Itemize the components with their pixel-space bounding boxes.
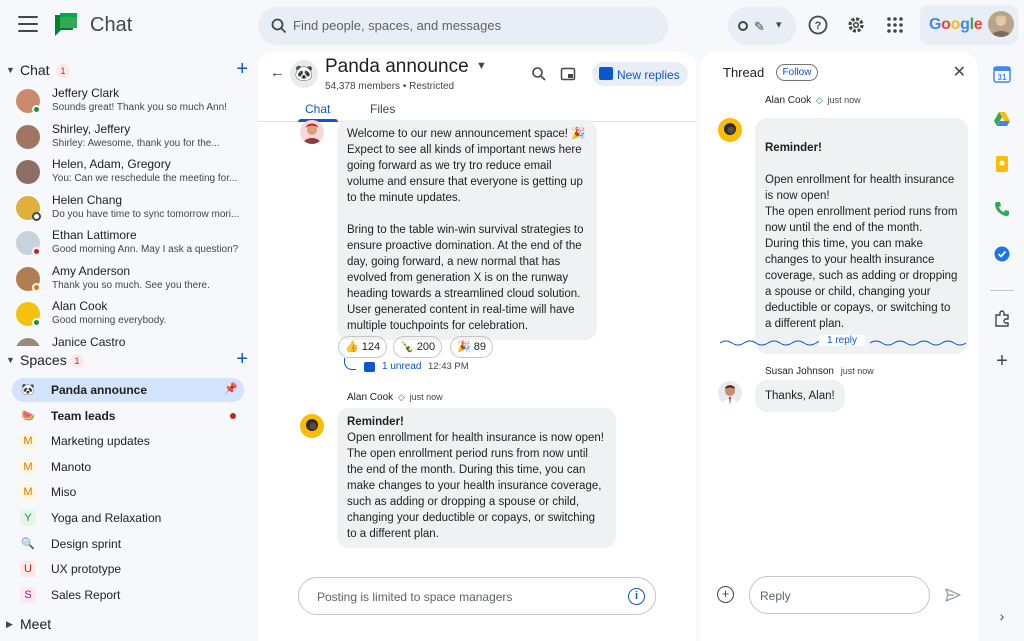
space-item[interactable] xyxy=(12,532,244,556)
panda-space-avatar: 🐼 xyxy=(290,60,318,88)
reaction-chip[interactable] xyxy=(338,336,387,358)
status-selector[interactable] xyxy=(728,7,796,45)
sender-name: Alan Cook xyxy=(347,392,394,403)
dm-name: Helen Chang xyxy=(52,192,123,207)
space-label: Manoto xyxy=(51,459,92,474)
meet-section-label: Meet xyxy=(20,616,52,632)
drive-icon[interactable] xyxy=(993,110,1011,128)
thread-icon xyxy=(599,67,613,80)
sidebar xyxy=(0,52,258,641)
reminder-body: Open enrollment for health insurance is now open! The open enrollment period runs from now until the end of the month. During this time, you can make changes to your health insurance coverage, such as adding or dropping a spouse or child, changing your deductible or copays, or switching to a different plan. xyxy=(347,432,604,540)
unread-dot xyxy=(230,413,236,419)
dm-name: Ethan Lattimore xyxy=(52,228,137,242)
message-time: just now xyxy=(409,392,443,402)
presence-indicator xyxy=(32,247,41,256)
reply-input[interactable] xyxy=(749,576,930,614)
dm-item[interactable] xyxy=(16,85,246,120)
pin-icon[interactable]: 📌 xyxy=(224,383,238,395)
status-dot-icon xyxy=(738,21,748,31)
thread-reply-sender xyxy=(765,366,874,377)
verified-icon: ◇ xyxy=(397,392,405,402)
caret-down-icon: ▼ xyxy=(6,355,15,365)
rail-divider xyxy=(990,290,1014,291)
susan-johnson-avatar xyxy=(718,381,742,405)
tab-chat[interactable]: Chat xyxy=(305,102,331,116)
new-chat-plus-icon[interactable]: + xyxy=(236,58,248,80)
dm-item[interactable] xyxy=(16,192,246,227)
message-time: just now xyxy=(827,95,861,105)
space-item[interactable] xyxy=(12,404,244,428)
message-time: just now xyxy=(840,366,874,376)
alan-cook-avatar xyxy=(300,414,324,438)
dm-name: Janice Castro xyxy=(52,334,126,346)
sender-name: Alan Cook xyxy=(765,95,812,106)
apps-grid-icon[interactable] xyxy=(884,14,906,36)
thread-original-sender xyxy=(765,95,861,106)
thread-original-heading: Reminder! xyxy=(765,142,822,154)
google-logo: Google xyxy=(929,16,983,33)
search-placeholder: Find people, spaces, and messages xyxy=(293,18,502,33)
space-label: Marketing updates xyxy=(51,434,150,449)
dm-preview: Thank you so much. See you there. xyxy=(52,279,210,291)
space-icon: 🐼 xyxy=(21,384,35,396)
thread-reply-text: Thanks, Alan! xyxy=(765,390,835,402)
chevron-right-icon[interactable]: › xyxy=(999,608,1005,624)
welcome-paragraph-2: Bring to the table win-win survival strategies to ensure proactive domination. At the end of the day, going forward, a new normal that has evolved from generation X is on the runway heading towards a streamlined cloud solution. User generated content in real-time will have multiple touchpoints for celebration. xyxy=(347,224,584,332)
presence-indicator xyxy=(32,283,41,292)
user-avatar xyxy=(988,11,1014,37)
dm-preview: You: Can we reschedule the meeting for... xyxy=(52,173,238,184)
space-icon: S xyxy=(20,587,36,603)
dm-avatar xyxy=(16,125,40,149)
new-replies-button[interactable] xyxy=(592,62,688,86)
space-item[interactable] xyxy=(12,583,244,607)
thread-reply-bubble xyxy=(755,380,845,412)
chat-section-label: Chat xyxy=(20,62,50,78)
welcome-paragraph-1: Welcome to our new announcement space! 🎉 Expect to see all kinds of important news here going forward as we try tro reduce email volume and ensure that everyone is getting up to the minute updates. xyxy=(347,128,586,204)
send-icon[interactable] xyxy=(944,586,962,604)
space-icon: M xyxy=(20,433,36,449)
reaction-count: 200 xyxy=(416,341,436,353)
chevron-down-icon[interactable]: ▼ xyxy=(476,60,487,72)
chat-section-header[interactable] xyxy=(6,60,248,82)
reminder-message-bubble xyxy=(337,408,616,548)
dm-name: Helen, Adam, Gregory xyxy=(52,157,171,171)
thread-summary[interactable] xyxy=(344,358,554,376)
caret-down-icon: ▼ xyxy=(6,65,15,75)
dm-item[interactable] xyxy=(16,156,246,191)
chat-logo-icon xyxy=(52,12,78,38)
dm-preview: Good morning everybody. xyxy=(52,315,167,326)
space-label: Sales Report xyxy=(51,587,121,602)
thread-unread-label: 1 unread xyxy=(382,361,422,372)
dm-item[interactable] xyxy=(16,121,246,156)
space-meta: 54,378 members • Restricted xyxy=(325,81,455,92)
status-emoji-icon: ✎ xyxy=(754,19,765,34)
verified-icon: ◇ xyxy=(815,95,823,105)
space-item[interactable] xyxy=(12,506,244,530)
thread-time: 12:43 PM xyxy=(428,361,469,372)
reply-count: 1 reply xyxy=(819,335,865,346)
add-plus-icon[interactable]: + xyxy=(996,350,1008,372)
back-arrow-icon[interactable]: ← xyxy=(270,64,285,81)
space-header xyxy=(258,52,696,122)
tasks-icon[interactable] xyxy=(993,245,1011,263)
dm-item[interactable] xyxy=(16,227,246,262)
dm-item[interactable] xyxy=(16,298,246,333)
space-label: Team leads xyxy=(51,408,116,423)
presence-indicator xyxy=(32,318,41,327)
tab-files[interactable]: Files xyxy=(370,102,396,116)
space-panel xyxy=(258,52,696,641)
new-replies-label: New replies xyxy=(617,68,680,82)
spaces-section-header[interactable] xyxy=(6,350,248,372)
help-icon[interactable] xyxy=(807,14,829,36)
add-attachment-icon[interactable]: + xyxy=(717,586,734,603)
reaction-count: 124 xyxy=(361,341,381,353)
picture-in-picture-icon[interactable] xyxy=(560,66,576,82)
search-bar[interactable] xyxy=(258,7,668,45)
follow-button[interactable]: Follow xyxy=(776,64,818,81)
keep-icon[interactable] xyxy=(993,155,1011,173)
dm-avatar xyxy=(16,160,40,184)
settings-gear-icon[interactable] xyxy=(845,14,867,36)
compose-box[interactable] xyxy=(298,577,656,615)
compose-placeholder: Posting is limited to space managers xyxy=(317,590,513,604)
thread-icon xyxy=(364,362,375,372)
add-ons-puzzle-icon[interactable] xyxy=(993,310,1011,328)
alan-cook-avatar xyxy=(718,118,742,142)
spaces-section-label: Spaces xyxy=(20,352,67,368)
space-item[interactable] xyxy=(12,557,244,581)
main-menu-icon[interactable] xyxy=(18,16,38,34)
search-icon xyxy=(270,17,288,35)
caret-right-icon: ▶ xyxy=(6,619,13,629)
app-title: Chat xyxy=(90,14,133,36)
space-icon: U xyxy=(20,561,36,577)
reaction-emoji: 🎉 xyxy=(457,341,471,353)
dm-avatar xyxy=(16,338,40,346)
voice-phone-icon[interactable] xyxy=(993,200,1011,218)
thread-title: Thread xyxy=(723,65,765,80)
space-icon: M xyxy=(20,484,36,500)
account-switcher[interactable] xyxy=(920,5,1018,45)
reaction-emoji: 👍 xyxy=(345,341,359,353)
reaction-chip[interactable] xyxy=(450,336,493,358)
dm-preview: Shirley: Awesome, thank you for the... xyxy=(52,137,220,149)
thread-connector xyxy=(344,358,356,370)
dm-preview: Do you have time to sync tomorrow mori... xyxy=(52,208,240,220)
dm-item[interactable] xyxy=(16,263,246,298)
chat-unread-badge: 1 xyxy=(56,64,70,78)
new-space-plus-icon[interactable]: + xyxy=(236,348,248,370)
space-label: Miso xyxy=(51,485,77,500)
reply-placeholder: Reply xyxy=(760,589,791,603)
space-icon: Y xyxy=(20,510,36,526)
chevron-down-icon: ▾ xyxy=(776,19,782,31)
dm-name: Shirley, Jeffery xyxy=(52,121,131,136)
space-item[interactable] xyxy=(12,480,244,504)
svg-text:31: 31 xyxy=(997,73,1007,82)
reminder-heading: Reminder! xyxy=(347,416,404,428)
dm-preview: Good morning Ann. May I ask a question? xyxy=(52,244,239,255)
space-label: Panda announce xyxy=(51,383,148,397)
sender-name: Susan Johnson xyxy=(765,366,834,377)
sender-avatar xyxy=(300,120,324,144)
calendar-icon[interactable] xyxy=(993,65,1011,83)
space-item[interactable] xyxy=(12,429,244,453)
dm-name: Jeffery Clark xyxy=(52,86,120,100)
space-icon: 🔍 xyxy=(21,537,35,550)
space-title[interactable]: Panda announce xyxy=(325,56,469,77)
dm-name: Amy Anderson xyxy=(52,263,131,278)
space-label: UX prototype xyxy=(51,562,122,577)
space-item[interactable] xyxy=(12,378,244,402)
presence-indicator xyxy=(32,105,41,114)
meet-section-header[interactable] xyxy=(6,614,248,636)
dm-name: Alan Cook xyxy=(52,299,108,313)
svg-text:?: ? xyxy=(814,20,822,32)
thread-panel xyxy=(700,52,978,641)
spaces-unread-badge: 1 xyxy=(70,354,84,368)
message-sender xyxy=(347,392,443,403)
reaction-count: 89 xyxy=(473,341,487,353)
info-icon[interactable]: i xyxy=(628,588,645,605)
thread-original-body: Open enrollment for health insurance is now open! The open enrollment period runs from now until the end of the month. During this time, you can make changes to your health insurance coverage, such as adding or dropping a spouse or child, changing your deductible or copays, or switching to a different plan. xyxy=(765,174,958,330)
space-item[interactable] xyxy=(12,455,244,479)
space-icon: M xyxy=(20,459,36,475)
presence-indicator xyxy=(32,212,41,221)
welcome-message-bubble xyxy=(337,120,597,340)
reaction-emoji: 🍾 xyxy=(400,341,414,353)
space-icon: 🍉 xyxy=(21,409,35,422)
space-label: Design sprint xyxy=(51,536,122,551)
close-icon[interactable]: ✕ xyxy=(952,64,966,81)
space-label: Yoga and Relaxation xyxy=(51,511,162,525)
reaction-chip[interactable] xyxy=(393,336,442,358)
dm-preview: Sounds great! Thank you so much Ann! xyxy=(52,102,227,113)
search-icon[interactable] xyxy=(531,66,547,82)
dm-item[interactable] xyxy=(16,334,246,346)
top-bar xyxy=(0,0,1024,52)
thread-original-bubble xyxy=(755,118,968,354)
